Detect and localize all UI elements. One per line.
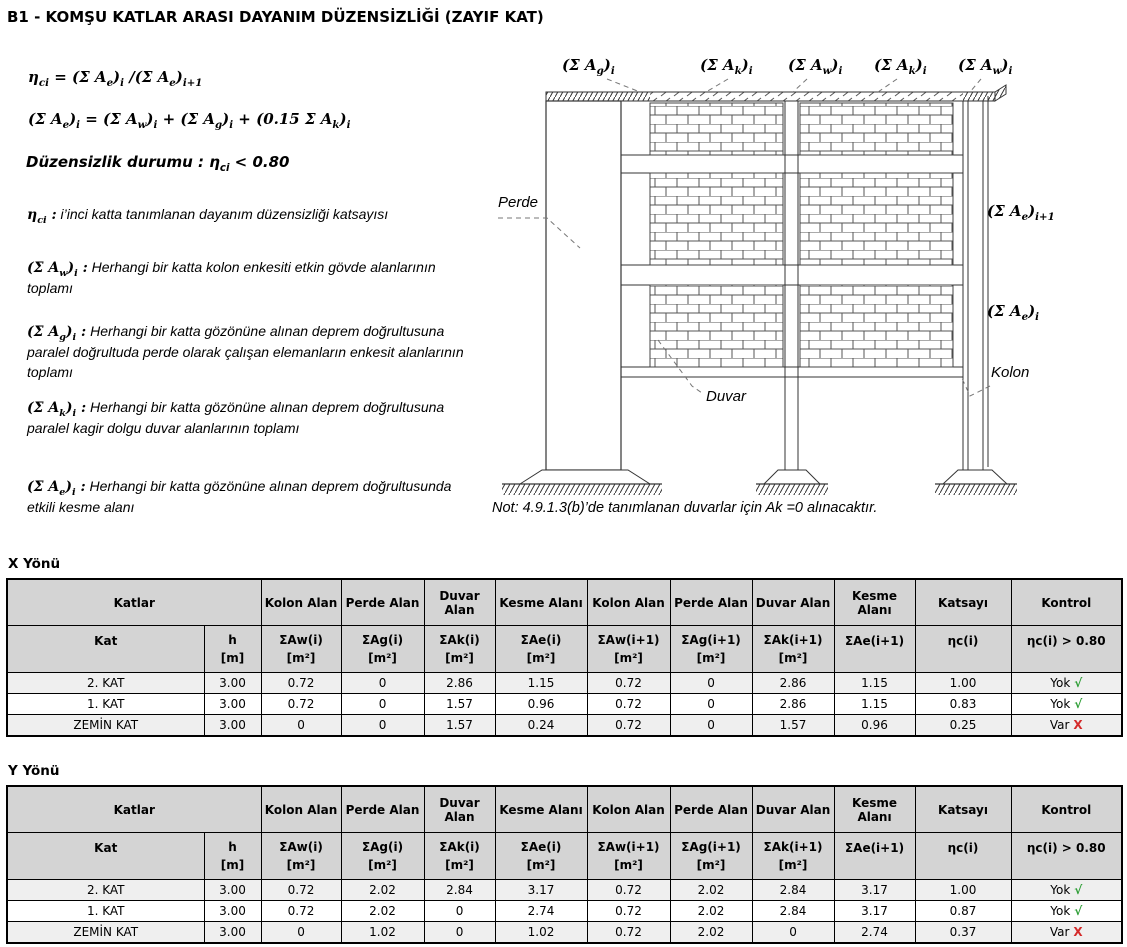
cell: 1.02	[495, 922, 587, 944]
header-cell: Duvar Alan	[424, 579, 495, 626]
sub-header-row	[7, 626, 1122, 673]
header-cell: Kat	[7, 626, 204, 673]
header-cell: ηc(i)	[915, 833, 1011, 880]
cell: 0	[752, 922, 834, 944]
header-cell: Perde Alan	[670, 786, 752, 833]
table-row	[7, 901, 1122, 922]
label-sum-ae-lower: (Σ $A_e)_i$	[987, 302, 1040, 323]
header-cell: ΣAk(i) [m²]	[424, 626, 495, 673]
header-cell: Kesme Alanı	[834, 579, 915, 626]
slab-hatch-dense-left	[546, 92, 650, 101]
label-kolon: Kolon	[991, 364, 1030, 381]
kontrol-cell	[1011, 880, 1122, 901]
label-sum-aw-1: (Σ $A_w)_i$	[788, 56, 843, 77]
footings	[520, 470, 1007, 484]
label-duvar: Duvar	[706, 388, 747, 405]
header-cell: ΣAw(i+1) [m²]	[587, 833, 670, 880]
formula-effective-area: (Σ $A_e)_i = (\Sigma$ $A_w)_i + (\Sigma$ $A_g)_i + (0.15$ Σ $A_k)_i$	[28, 110, 351, 131]
header-cell: ΣAg(i+1) [m²]	[670, 833, 752, 880]
header-cell: ΣAw(i) [m²]	[261, 626, 341, 673]
cell: 0.72	[587, 715, 670, 737]
cell: 2.84	[424, 880, 495, 901]
cell: 3.17	[834, 880, 915, 901]
row-label-cell: 1. KAT	[7, 694, 204, 715]
cell: 0.72	[261, 901, 341, 922]
y-table	[6, 785, 1123, 944]
check-icon: √	[1074, 676, 1083, 690]
label-sum-ag: (Σ $A_g)_i$	[562, 56, 615, 77]
shear-wall	[546, 101, 621, 470]
header-cell: Kesme Alanı	[834, 786, 915, 833]
definition-term: $\eta_{ci}$ :	[27, 207, 57, 226]
cell: 0.72	[261, 694, 341, 715]
definition-eta-ci	[27, 205, 479, 226]
header-cell: ΣAg(i) [m²]	[341, 626, 424, 673]
label-sum-ak-1: (Σ $A_k)_i$	[700, 56, 753, 77]
x-table-title: X Yönü	[8, 556, 61, 572]
header-cell: ΣAe(i) [m²]	[495, 833, 587, 880]
cell: 0.72	[261, 880, 341, 901]
cell: 3.00	[204, 694, 261, 715]
definition-aw	[27, 258, 479, 299]
kontrol-text: Yok	[1050, 883, 1071, 897]
table-row	[7, 880, 1122, 901]
definition-text: Herhangi bir katta gözönüne alınan deprem doğrultusunda etkili kesme alanı	[27, 478, 452, 515]
building-elevation-diagram	[490, 52, 1127, 552]
cell: 1.57	[424, 694, 495, 715]
formula-eta-ci: $\eta_{ci} = (\Sigma$ $A_e)_i$ /(Σ $A_e)_{i+1}$	[28, 68, 203, 89]
cell: 2.74	[834, 922, 915, 944]
cell: 0.83	[915, 694, 1011, 715]
cell: 2.02	[670, 922, 752, 944]
header-cell: ΣAw(i+1) [m²]	[587, 626, 670, 673]
cell: 0	[670, 673, 752, 694]
kontrol-cell	[1011, 694, 1122, 715]
cell: 0.24	[495, 715, 587, 737]
header-cell: Kontrol	[1011, 579, 1122, 626]
cell: 0	[670, 694, 752, 715]
irregularity-condition: Düzensizlik durumu : $\eta_{ci} < 0.80$	[26, 153, 290, 174]
cell: 0	[261, 922, 341, 944]
cell: 1.15	[834, 694, 915, 715]
cell: 0.72	[261, 673, 341, 694]
cell: 0	[341, 694, 424, 715]
group-header-row	[7, 579, 1122, 626]
header-cell: ΣAe(i) [m²]	[495, 626, 587, 673]
kontrol-cell	[1011, 922, 1122, 944]
cell: 0	[341, 715, 424, 737]
cell: 0.72	[587, 922, 670, 944]
row-label-cell: 2. KAT	[7, 673, 204, 694]
header-cell: ηc(i) > 0.80	[1011, 626, 1122, 673]
header-cell: Perde Alan	[341, 786, 424, 833]
definition-term: (Σ $A_w)_i$ :	[27, 260, 88, 279]
kontrol-cell	[1011, 715, 1122, 737]
cell: 0	[424, 922, 495, 944]
definition-text: Herhangi bir katta gözönüne alınan deprem doğrultusuna paralel doğrultuda perde olarak çalışan elemanların enkesit alanlarının toplamı	[27, 323, 464, 380]
cell: 0.96	[495, 694, 587, 715]
header-cell: Kolon Alan	[587, 579, 670, 626]
cell: 0.87	[915, 901, 1011, 922]
header-cell: Kesme Alanı	[495, 786, 587, 833]
check-icon: √	[1074, 883, 1083, 897]
cell: 2.74	[495, 901, 587, 922]
table-row	[7, 922, 1122, 944]
kontrol-text: Var	[1049, 718, 1070, 732]
header-cell: ΣAg(i) [m²]	[341, 833, 424, 880]
kontrol-text: Var	[1049, 925, 1070, 939]
header-cell: ΣAk(i+1) [m²]	[752, 626, 834, 673]
header-cell: Katlar	[7, 786, 261, 833]
ground-hatch	[502, 484, 1017, 495]
definition-text: i’inci katta tanımlanan dayanım düzensizliği katsayısı	[60, 206, 389, 222]
y-direction-section	[6, 763, 1127, 944]
header-cell: h [m]	[204, 626, 261, 673]
cell: 3.17	[834, 901, 915, 922]
check-icon: √	[1074, 697, 1083, 711]
cell: 1.02	[341, 922, 424, 944]
cell: 2.02	[670, 880, 752, 901]
definition-text: Herhangi bir katta gözönüne alınan deprem doğrultusuna paralel kagir dolgu duvar alanlarının toplamı	[27, 399, 445, 436]
header-cell: Perde Alan	[670, 579, 752, 626]
cell: 2.86	[752, 694, 834, 715]
cell: 3.00	[204, 901, 261, 922]
x-table	[6, 578, 1123, 737]
cell: 1.00	[915, 673, 1011, 694]
header-cell: ΣAk(i) [m²]	[424, 833, 495, 880]
cell: 1.57	[752, 715, 834, 737]
group-header-row	[7, 786, 1122, 833]
cell: 2.02	[670, 901, 752, 922]
header-cell: Duvar Alan	[424, 786, 495, 833]
header-cell: ΣAe(i+1)	[834, 833, 915, 880]
cell: 3.00	[204, 715, 261, 737]
cell: 3.00	[204, 880, 261, 901]
header-cell: Duvar Alan	[752, 786, 834, 833]
cell: 0.72	[587, 880, 670, 901]
header-cell: Kesme Alanı	[495, 579, 587, 626]
table-row	[7, 715, 1122, 737]
header-cell: Kolon Alan	[587, 786, 670, 833]
cross-icon: X	[1073, 718, 1083, 732]
cell: 0.72	[587, 694, 670, 715]
label-sum-aw-2: (Σ $A_w)_i$	[958, 56, 1013, 77]
check-icon: √	[1074, 904, 1083, 918]
cell: 3.00	[204, 922, 261, 944]
row-label-cell: 1. KAT	[7, 901, 204, 922]
page-title: B1 - KOMŞU KATLAR ARASI DAYANIM DÜZENSİZLİĞİ (ZAYIF KAT)	[7, 8, 544, 26]
sub-header-row	[7, 833, 1122, 880]
slab-hatch	[650, 92, 963, 101]
definition-ag	[27, 322, 479, 383]
cell: 1.15	[495, 673, 587, 694]
cell: 2.86	[752, 673, 834, 694]
header-cell: h [m]	[204, 833, 261, 880]
header-cell: Katlar	[7, 579, 261, 626]
diagram-note: Not: 4.9.1.3(b)’de tanımlanan duvarlar için Ak =0 alınacaktır.	[492, 500, 878, 516]
header-cell: Kontrol	[1011, 786, 1122, 833]
cell: 0	[341, 673, 424, 694]
cell: 1.15	[834, 673, 915, 694]
cell: 2.84	[752, 901, 834, 922]
definition-text: Herhangi bir katta kolon enkesiti etkin gövde alanlarının toplamı	[27, 259, 436, 296]
header-cell: Katsayı	[915, 786, 1011, 833]
definition-term: (Σ $A_g)_i$ :	[27, 324, 87, 343]
masonry-panels	[650, 103, 953, 367]
y-table-title: Y Yönü	[8, 763, 60, 779]
header-cell: Kat	[7, 833, 204, 880]
cell: 2.84	[752, 880, 834, 901]
cell: 3.17	[495, 880, 587, 901]
row-label-cell: ZEMİN KAT	[7, 922, 204, 944]
row-label-cell: 2. KAT	[7, 880, 204, 901]
header-cell: Duvar Alan	[752, 579, 834, 626]
table-row	[7, 694, 1122, 715]
cell: 0.96	[834, 715, 915, 737]
cross-icon: X	[1073, 925, 1083, 939]
cell: 2.02	[341, 880, 424, 901]
header-cell: Kolon Alan	[261, 786, 341, 833]
row-label-cell: ZEMİN KAT	[7, 715, 204, 737]
header-cell: ΣAk(i+1) [m²]	[752, 833, 834, 880]
header-cell: ΣAe(i+1)	[834, 626, 915, 673]
cell: 0	[670, 715, 752, 737]
label-perde: Perde	[498, 194, 539, 211]
cell: 0	[261, 715, 341, 737]
cell: 0.72	[587, 673, 670, 694]
cell: 0.25	[915, 715, 1011, 737]
cell: 0.72	[587, 901, 670, 922]
kontrol-text: Yok	[1050, 697, 1071, 711]
header-cell: Kolon Alan	[261, 579, 341, 626]
header-cell: ΣAw(i) [m²]	[261, 833, 341, 880]
definition-term: (Σ $A_e)_i$ :	[27, 479, 86, 498]
cell: 3.00	[204, 673, 261, 694]
header-cell: ΣAg(i+1) [m²]	[670, 626, 752, 673]
kontrol-cell	[1011, 901, 1122, 922]
definition-ae	[27, 477, 479, 518]
right-column	[963, 96, 988, 470]
cell: 2.86	[424, 673, 495, 694]
kontrol-text: Yok	[1050, 676, 1071, 690]
header-cell: Katsayı	[915, 579, 1011, 626]
header-cell: Perde Alan	[341, 579, 424, 626]
cell: 0.37	[915, 922, 1011, 944]
label-sum-ak-2: (Σ $A_k)_i$	[874, 56, 927, 77]
cell: 1.00	[915, 880, 1011, 901]
header-cell: ηc(i)	[915, 626, 1011, 673]
cell: 1.57	[424, 715, 495, 737]
slab-hatch-dense-right	[963, 92, 995, 101]
slab-edge-bevel	[995, 85, 1006, 101]
x-direction-section	[6, 556, 1127, 737]
header-cell: ηc(i) > 0.80	[1011, 833, 1122, 880]
label-sum-ae-upper: (Σ $A_e)_{i+1}$	[987, 202, 1055, 223]
table-row	[7, 673, 1122, 694]
kontrol-text: Yok	[1050, 904, 1071, 918]
definition-ak	[27, 398, 479, 439]
cell: 0	[424, 901, 495, 922]
definition-term: (Σ $A_k)_i$ :	[27, 400, 87, 419]
kontrol-cell	[1011, 673, 1122, 694]
cell: 2.02	[341, 901, 424, 922]
